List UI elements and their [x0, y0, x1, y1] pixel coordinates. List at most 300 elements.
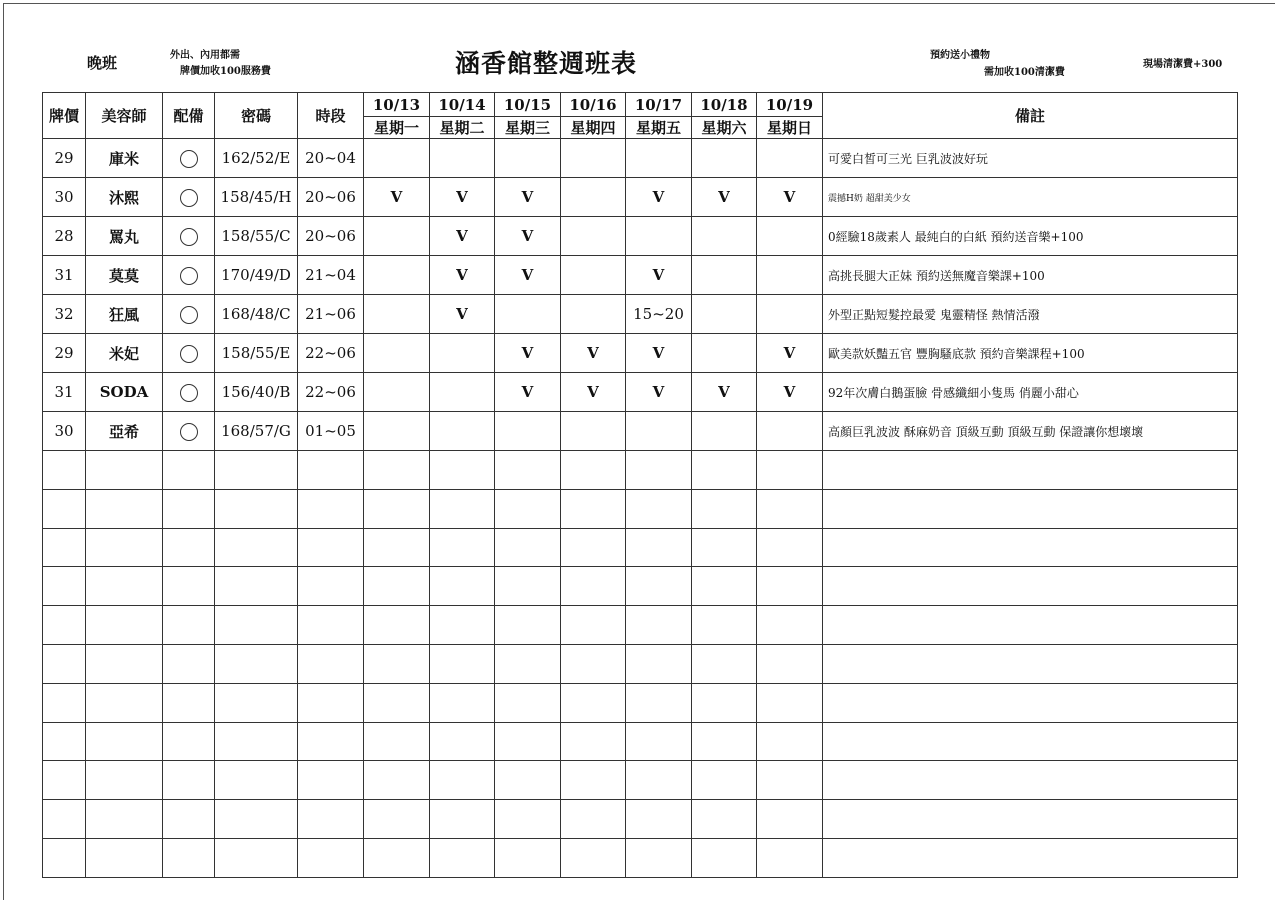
empty-row — [43, 800, 1238, 839]
header-beautician: 美容師 — [86, 93, 163, 139]
empty-cell — [561, 451, 626, 490]
schedule-cell: V — [495, 334, 561, 373]
equipment-cell — [163, 256, 215, 295]
empty-cell — [298, 451, 364, 490]
remark-cell: 高顏巨乳波波 酥麻奶音 頂級互動 頂級互動 保證讓你想壞壞 — [823, 412, 1238, 451]
empty-cell — [163, 451, 215, 490]
empty-cell — [561, 606, 626, 645]
empty-cell — [823, 451, 1238, 490]
schedule-cell: V — [561, 334, 626, 373]
schedule-cell — [561, 139, 626, 178]
remark-cell: 歐美款妖豔五官 豐胸騷底款 預約音樂課程+100 — [823, 334, 1238, 373]
empty-cell — [364, 644, 430, 683]
empty-cell — [692, 606, 757, 645]
price-cell: 28 — [43, 217, 86, 256]
table-row — [43, 256, 1238, 295]
empty-cell — [692, 761, 757, 800]
timeslot-cell: 22~06 — [298, 334, 364, 373]
price-cell: 31 — [43, 373, 86, 412]
empty-cell — [430, 606, 495, 645]
empty-cell — [561, 761, 626, 800]
empty-cell — [430, 800, 495, 839]
empty-cell — [757, 606, 823, 645]
empty-cell — [561, 838, 626, 877]
empty-cell — [215, 683, 298, 722]
schedule-cell — [757, 412, 823, 451]
empty-cell — [757, 800, 823, 839]
circle-icon — [180, 267, 198, 285]
schedule-cell: V — [626, 334, 692, 373]
equipment-cell — [163, 334, 215, 373]
timeslot-cell: 01~05 — [298, 412, 364, 451]
schedule-cell: V — [757, 178, 823, 217]
empty-cell — [692, 722, 757, 761]
circle-icon — [180, 306, 198, 324]
empty-cell — [43, 683, 86, 722]
price-cell: 32 — [43, 295, 86, 334]
note-service-fee-line2: 牌價加收100服務費 — [180, 66, 271, 77]
empty-cell — [495, 683, 561, 722]
header-password: 密碼 — [215, 93, 298, 139]
header-date: 10/17 — [626, 93, 692, 117]
schedule-cell: V — [757, 373, 823, 412]
schedule-cell — [495, 412, 561, 451]
empty-cell — [757, 489, 823, 528]
empty-cell — [430, 567, 495, 606]
empty-cell — [757, 761, 823, 800]
schedule-cell — [692, 412, 757, 451]
schedule-cell — [430, 139, 495, 178]
empty-cell — [215, 722, 298, 761]
empty-cell — [298, 567, 364, 606]
empty-cell — [430, 838, 495, 877]
empty-cell — [561, 683, 626, 722]
empty-cell — [561, 528, 626, 567]
header-date: 10/15 — [495, 93, 561, 117]
empty-cell — [561, 722, 626, 761]
header-date: 10/19 — [757, 93, 823, 117]
circle-icon — [180, 384, 198, 402]
empty-cell — [163, 761, 215, 800]
empty-cell — [298, 761, 364, 800]
schedule-cell: V — [430, 217, 495, 256]
empty-cell — [757, 567, 823, 606]
empty-cell — [163, 567, 215, 606]
empty-cell — [43, 644, 86, 683]
empty-cell — [43, 761, 86, 800]
empty-cell — [43, 606, 86, 645]
empty-cell — [692, 528, 757, 567]
schedule-cell: V — [626, 178, 692, 217]
header-equipment: 配備 — [163, 93, 215, 139]
remark-cell: 可愛白皙可三光 巨乳波波好玩 — [823, 139, 1238, 178]
empty-cell — [163, 838, 215, 877]
schedule-cell — [364, 256, 430, 295]
empty-cell — [823, 800, 1238, 839]
schedule-cell: V — [430, 256, 495, 295]
empty-cell — [163, 644, 215, 683]
header-remarks: 備註 — [823, 93, 1238, 139]
password-cell: 158/45/H — [215, 178, 298, 217]
table-row — [43, 373, 1238, 412]
header-price: 牌價 — [43, 93, 86, 139]
equipment-cell — [163, 295, 215, 334]
empty-cell — [430, 722, 495, 761]
empty-row — [43, 451, 1238, 490]
empty-row — [43, 489, 1238, 528]
remark-cell: 92年次膚白鵝蛋臉 骨感纖細小隻馬 俏麗小甜心 — [823, 373, 1238, 412]
schedule-cell — [364, 334, 430, 373]
schedule-cell — [626, 217, 692, 256]
schedule-cell — [561, 256, 626, 295]
header-weekday: 星期一 — [364, 117, 430, 139]
note-gift-line1: 預約送小禮物 — [930, 50, 990, 61]
empty-cell — [495, 800, 561, 839]
empty-cell — [298, 489, 364, 528]
schedule-cell — [430, 373, 495, 412]
empty-cell — [757, 528, 823, 567]
header-weekday: 星期二 — [430, 117, 495, 139]
table-row — [43, 412, 1238, 451]
schedule-table — [42, 92, 1238, 878]
remark-cell: 震撼H奶 超甜美少女 — [823, 178, 1238, 217]
header-date: 10/14 — [430, 93, 495, 117]
empty-row — [43, 528, 1238, 567]
page-title: 涵香館整週班表 — [455, 49, 638, 78]
schedule-cell: V — [626, 256, 692, 295]
schedule-cell — [495, 139, 561, 178]
empty-cell — [86, 683, 163, 722]
empty-cell — [163, 722, 215, 761]
schedule-cell — [757, 217, 823, 256]
empty-cell — [298, 528, 364, 567]
schedule-cell: V — [757, 334, 823, 373]
empty-cell — [626, 644, 692, 683]
empty-cell — [86, 761, 163, 800]
note-gift-line2: 需加收100清潔費 — [984, 67, 1065, 78]
password-cell: 170/49/D — [215, 256, 298, 295]
equipment-cell — [163, 139, 215, 178]
empty-cell — [757, 722, 823, 761]
schedule-cell — [757, 295, 823, 334]
beautician-name: 罵丸 — [86, 217, 163, 256]
password-cell: 158/55/E — [215, 334, 298, 373]
password-cell: 168/57/G — [215, 412, 298, 451]
empty-cell — [86, 489, 163, 528]
password-cell: 162/52/E — [215, 139, 298, 178]
empty-cell — [364, 528, 430, 567]
empty-cell — [364, 606, 430, 645]
empty-cell — [495, 761, 561, 800]
empty-cell — [43, 838, 86, 877]
empty-cell — [215, 528, 298, 567]
circle-icon — [180, 189, 198, 207]
empty-cell — [43, 800, 86, 839]
empty-cell — [561, 567, 626, 606]
empty-cell — [298, 722, 364, 761]
schedule-cell — [626, 139, 692, 178]
table-row — [43, 178, 1238, 217]
empty-cell — [215, 567, 298, 606]
empty-cell — [364, 722, 430, 761]
empty-cell — [823, 761, 1238, 800]
empty-cell — [757, 683, 823, 722]
empty-cell — [215, 800, 298, 839]
empty-row — [43, 644, 1238, 683]
circle-icon — [180, 345, 198, 363]
empty-cell — [692, 683, 757, 722]
empty-cell — [626, 489, 692, 528]
empty-cell — [561, 800, 626, 839]
header-date: 10/13 — [364, 93, 430, 117]
schedule-cell: 15~20 — [626, 295, 692, 334]
schedule-cell — [495, 295, 561, 334]
remark-cell: 高挑長腿大正妹 預約送無魔音樂課+100 — [823, 256, 1238, 295]
empty-cell — [495, 644, 561, 683]
header-timeslot: 時段 — [298, 93, 364, 139]
empty-cell — [163, 528, 215, 567]
empty-cell — [626, 683, 692, 722]
empty-cell — [823, 644, 1238, 683]
empty-cell — [364, 838, 430, 877]
schedule-cell: V — [495, 178, 561, 217]
schedule-cell — [561, 412, 626, 451]
empty-cell — [692, 800, 757, 839]
empty-cell — [43, 528, 86, 567]
empty-row — [43, 838, 1238, 877]
schedule-cell — [364, 295, 430, 334]
timeslot-cell: 20~06 — [298, 178, 364, 217]
schedule-cell — [364, 412, 430, 451]
schedule-cell: V — [430, 295, 495, 334]
password-cell: 168/48/C — [215, 295, 298, 334]
empty-cell — [215, 606, 298, 645]
empty-row — [43, 606, 1238, 645]
empty-cell — [692, 451, 757, 490]
note-service-fee-line1: 外出、內用都需 — [170, 50, 240, 61]
equipment-cell — [163, 217, 215, 256]
schedule-cell — [692, 217, 757, 256]
empty-cell — [86, 567, 163, 606]
password-cell: 158/55/C — [215, 217, 298, 256]
empty-cell — [364, 800, 430, 839]
schedule-cell — [561, 217, 626, 256]
empty-cell — [298, 800, 364, 839]
empty-cell — [298, 683, 364, 722]
schedule-cell — [430, 334, 495, 373]
empty-row — [43, 722, 1238, 761]
empty-cell — [364, 451, 430, 490]
empty-cell — [495, 606, 561, 645]
beautician-name: 莫莫 — [86, 256, 163, 295]
empty-cell — [823, 838, 1238, 877]
equipment-cell — [163, 373, 215, 412]
empty-cell — [626, 451, 692, 490]
price-cell: 29 — [43, 334, 86, 373]
empty-row — [43, 683, 1238, 722]
schedule-cell: V — [430, 178, 495, 217]
empty-cell — [692, 838, 757, 877]
timeslot-cell: 20~06 — [298, 217, 364, 256]
header-weekday: 星期四 — [561, 117, 626, 139]
schedule-cell — [364, 139, 430, 178]
empty-cell — [86, 722, 163, 761]
beautician-name: 亞希 — [86, 412, 163, 451]
schedule-cell — [364, 217, 430, 256]
empty-cell — [86, 838, 163, 877]
beautician-name: 沐熙 — [86, 178, 163, 217]
empty-cell — [215, 489, 298, 528]
schedule-cell — [692, 139, 757, 178]
empty-cell — [626, 567, 692, 606]
empty-cell — [86, 528, 163, 567]
header-weekday: 星期六 — [692, 117, 757, 139]
empty-cell — [364, 489, 430, 528]
empty-cell — [823, 567, 1238, 606]
empty-cell — [626, 761, 692, 800]
empty-cell — [298, 606, 364, 645]
empty-cell — [561, 489, 626, 528]
empty-cell — [495, 451, 561, 490]
schedule-cell: V — [692, 178, 757, 217]
empty-cell — [757, 644, 823, 683]
empty-cell — [215, 761, 298, 800]
beautician-name: 狂風 — [86, 295, 163, 334]
schedule-cell — [692, 256, 757, 295]
empty-cell — [163, 606, 215, 645]
empty-cell — [757, 838, 823, 877]
schedule-cell — [364, 373, 430, 412]
empty-cell — [626, 606, 692, 645]
empty-cell — [626, 722, 692, 761]
schedule-cell — [692, 334, 757, 373]
empty-cell — [692, 644, 757, 683]
schedule-cell — [561, 295, 626, 334]
empty-cell — [626, 528, 692, 567]
empty-cell — [215, 644, 298, 683]
beautician-name: 庫米 — [86, 139, 163, 178]
empty-cell — [430, 489, 495, 528]
schedule-cell: V — [626, 373, 692, 412]
empty-cell — [364, 683, 430, 722]
remark-cell: 外型正點短髮控最愛 鬼靈精怪 熱情活潑 — [823, 295, 1238, 334]
empty-cell — [823, 489, 1238, 528]
empty-cell — [430, 528, 495, 567]
empty-cell — [86, 800, 163, 839]
price-cell: 30 — [43, 412, 86, 451]
schedule-cell: V — [495, 217, 561, 256]
schedule-cell — [757, 256, 823, 295]
schedule-cell — [692, 295, 757, 334]
remark-cell: 0經驗18歲素人 最純白的白紙 預約送音樂+100 — [823, 217, 1238, 256]
empty-cell — [495, 489, 561, 528]
empty-cell — [430, 451, 495, 490]
schedule-cell — [561, 178, 626, 217]
empty-cell — [298, 644, 364, 683]
empty-cell — [163, 683, 215, 722]
empty-cell — [823, 606, 1238, 645]
schedule-cell — [626, 412, 692, 451]
equipment-cell — [163, 178, 215, 217]
empty-cell — [215, 451, 298, 490]
header-weekday: 星期日 — [757, 117, 823, 139]
schedule-cell: V — [495, 256, 561, 295]
empty-cell — [163, 489, 215, 528]
empty-cell — [626, 838, 692, 877]
empty-cell — [495, 528, 561, 567]
empty-cell — [43, 451, 86, 490]
empty-cell — [86, 606, 163, 645]
schedule-cell: V — [364, 178, 430, 217]
empty-cell — [495, 567, 561, 606]
price-cell: 31 — [43, 256, 86, 295]
empty-cell — [86, 644, 163, 683]
table-row — [43, 139, 1238, 178]
timeslot-cell: 20~04 — [298, 139, 364, 178]
empty-cell — [86, 451, 163, 490]
header-weekday: 星期五 — [626, 117, 692, 139]
empty-cell — [43, 722, 86, 761]
note-cleaning-fee: 現場清潔費+300 — [1143, 59, 1223, 70]
equipment-cell — [163, 412, 215, 451]
empty-cell — [364, 761, 430, 800]
schedule-cell: V — [692, 373, 757, 412]
table-row — [43, 217, 1238, 256]
schedule-cell — [757, 139, 823, 178]
empty-cell — [215, 838, 298, 877]
empty-cell — [823, 683, 1238, 722]
schedule-cell: V — [495, 373, 561, 412]
schedule-cell: V — [561, 373, 626, 412]
empty-cell — [364, 567, 430, 606]
shift-label: 晚班 — [87, 54, 118, 72]
empty-cell — [430, 683, 495, 722]
price-cell: 30 — [43, 178, 86, 217]
empty-cell — [823, 528, 1238, 567]
empty-cell — [43, 567, 86, 606]
empty-cell — [757, 451, 823, 490]
timeslot-cell: 21~06 — [298, 295, 364, 334]
empty-cell — [495, 722, 561, 761]
empty-cell — [823, 722, 1238, 761]
header-weekday: 星期三 — [495, 117, 561, 139]
empty-cell — [43, 489, 86, 528]
empty-cell — [692, 567, 757, 606]
empty-row — [43, 761, 1238, 800]
empty-cell — [298, 838, 364, 877]
beautician-name: SODA — [86, 373, 163, 412]
empty-cell — [430, 761, 495, 800]
timeslot-cell: 22~06 — [298, 373, 364, 412]
beautician-name: 米妃 — [86, 334, 163, 373]
price-cell: 29 — [43, 139, 86, 178]
empty-row — [43, 567, 1238, 606]
password-cell: 156/40/B — [215, 373, 298, 412]
header-date: 10/18 — [692, 93, 757, 117]
circle-icon — [180, 423, 198, 441]
empty-cell — [692, 489, 757, 528]
empty-cell — [561, 644, 626, 683]
timeslot-cell: 21~04 — [298, 256, 364, 295]
circle-icon — [180, 150, 198, 168]
empty-cell — [626, 800, 692, 839]
table-row — [43, 334, 1238, 373]
header-date: 10/16 — [561, 93, 626, 117]
empty-cell — [163, 800, 215, 839]
empty-cell — [495, 838, 561, 877]
circle-icon — [180, 228, 198, 246]
table-row — [43, 295, 1238, 334]
